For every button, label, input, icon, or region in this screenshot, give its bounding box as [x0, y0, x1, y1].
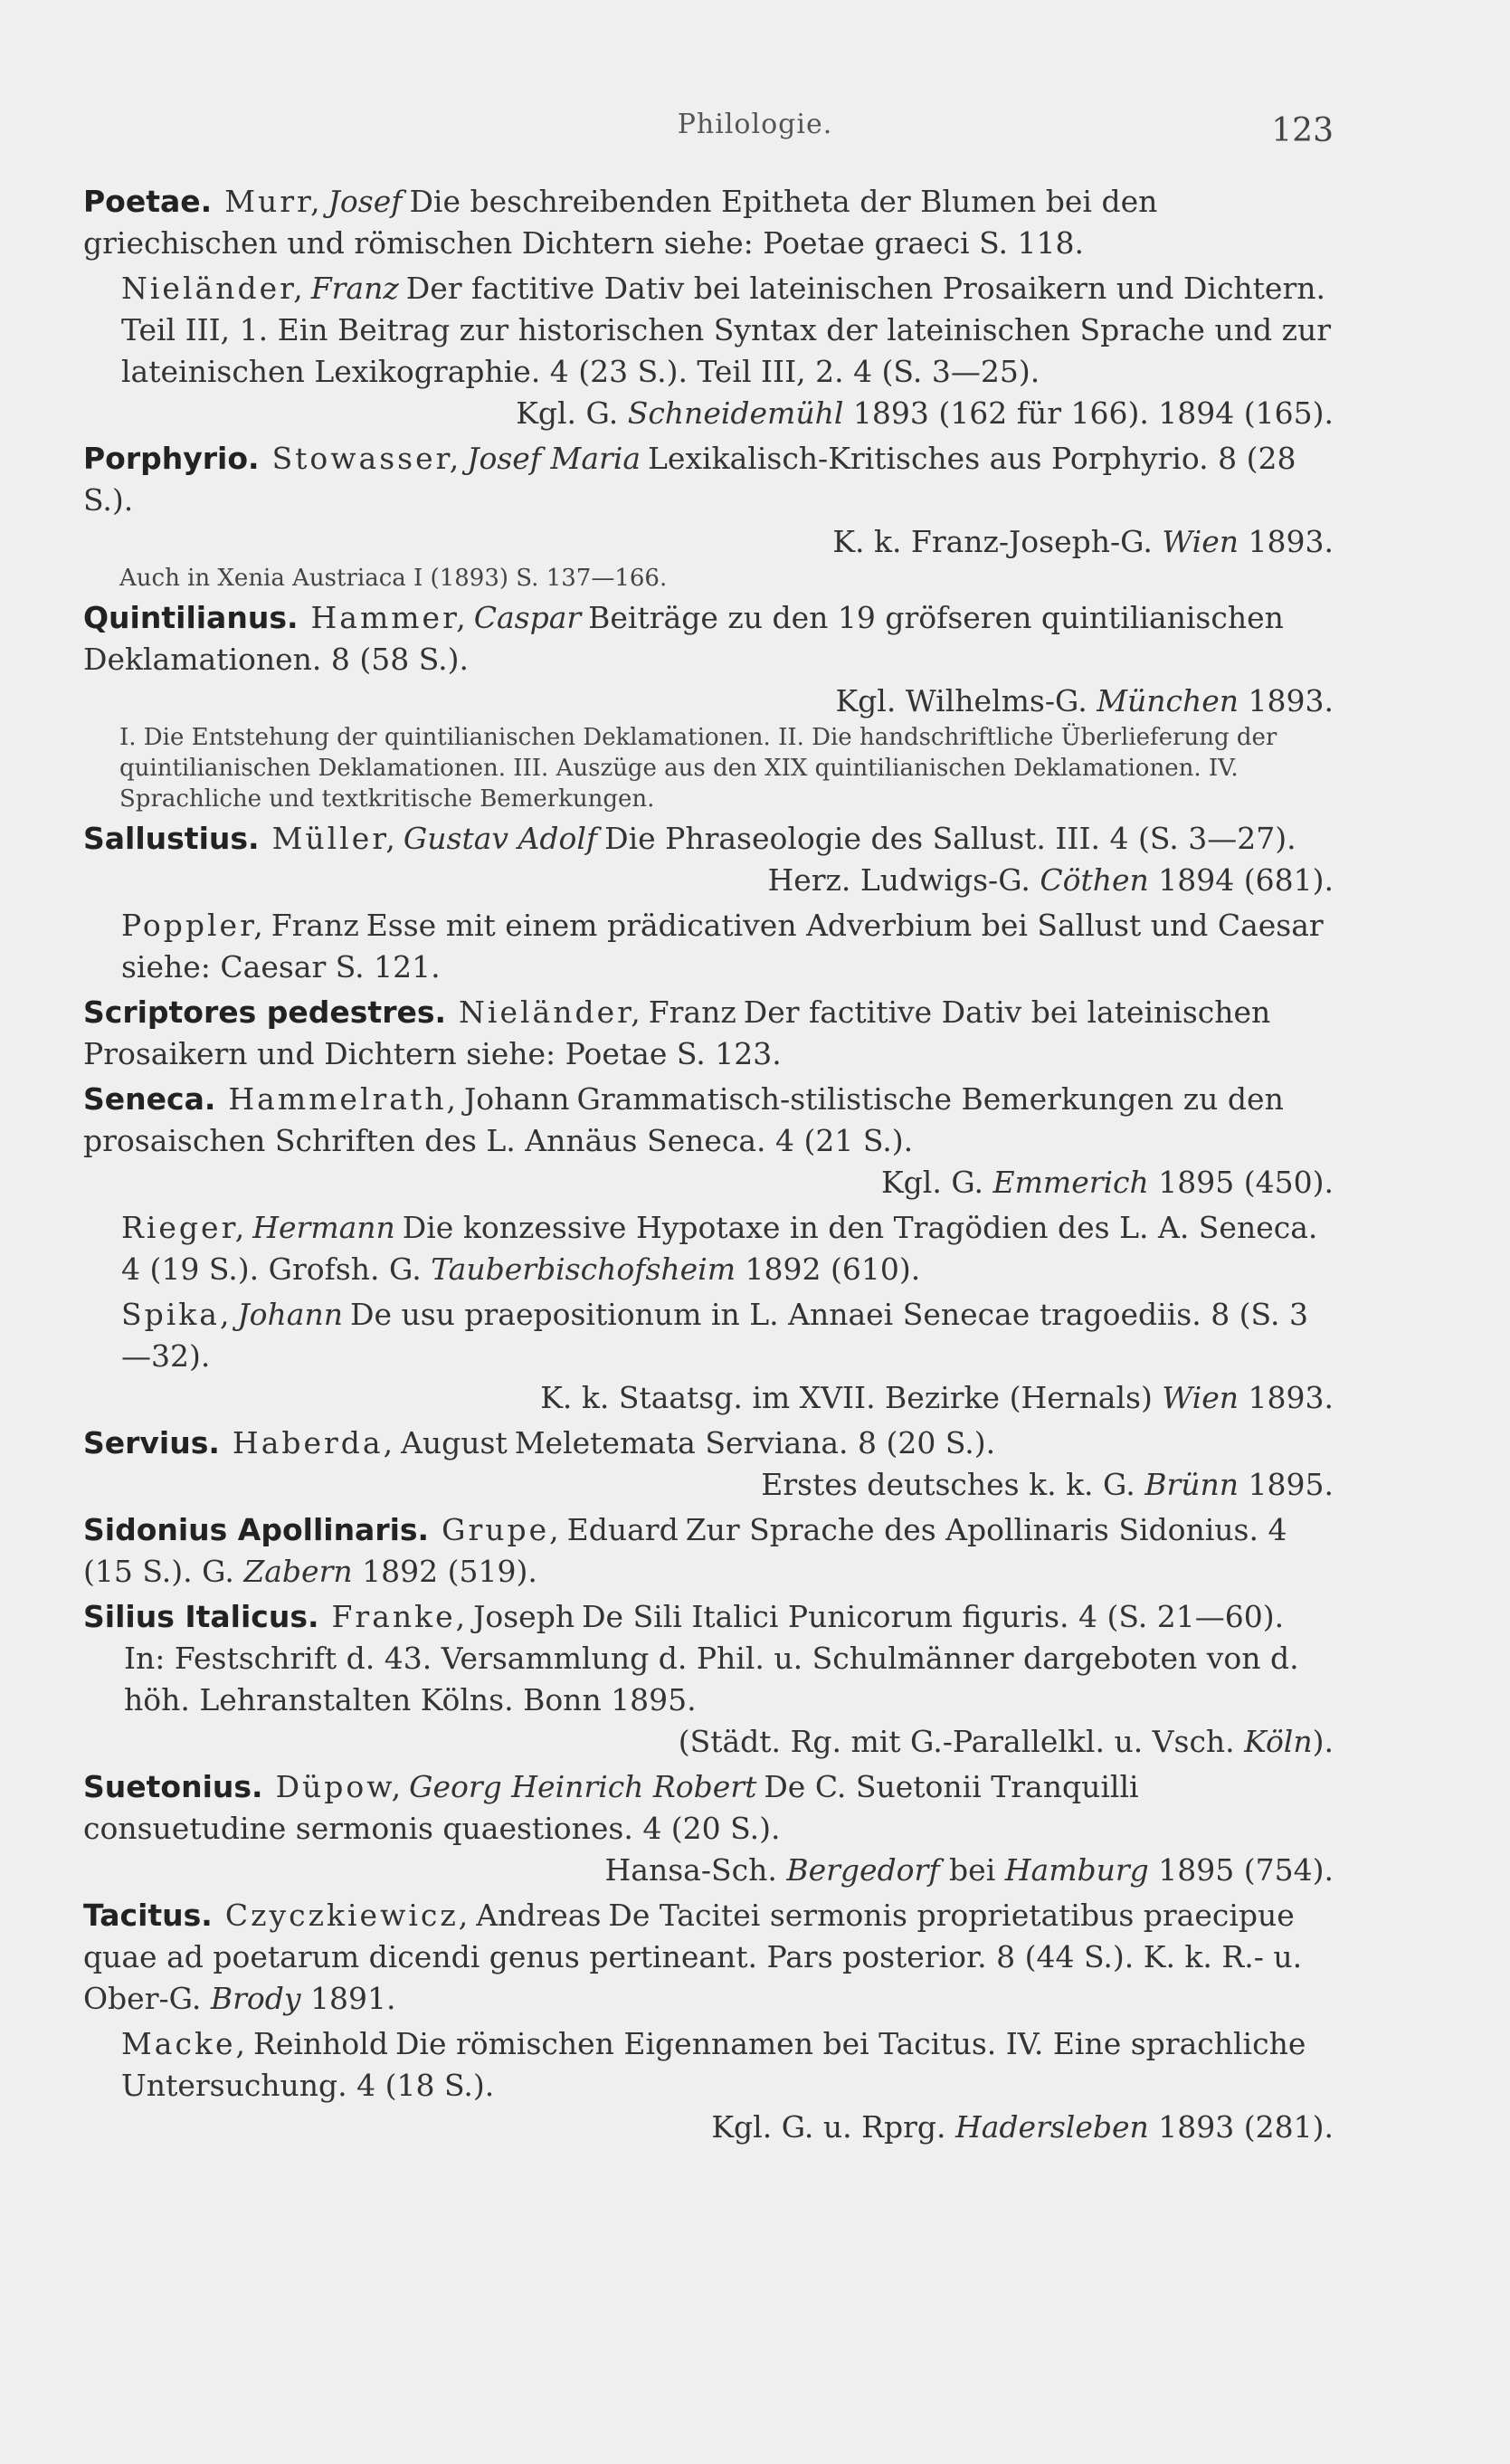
entry-macke	[83, 2023, 1334, 2148]
entry-spika	[83, 1294, 1334, 1419]
entry-text: Die konzessive Hypotaxe in den Tragödien des L. A. Seneca. 4 (19 S.).	[121, 1210, 1318, 1287]
entry-in: In: Festschrift d. 43. Versammlung d. Phil. u. Schulmänner dargeboten von d. höh. Lehranstalten Kölns. Bonn 1895.	[124, 1641, 1299, 1717]
author-last: Stowasser,	[271, 441, 462, 476]
entry-text: Die beschreibenden Epitheta der Blumen bei den griechischen und römischen Dichtern siehe: Poetae graeci S. 118.	[83, 184, 1158, 261]
entry-tacitus	[83, 1895, 1334, 2020]
place: Schneidemühl	[627, 395, 844, 431]
place: Hadersleben	[954, 2109, 1149, 2145]
author-last: Franke,	[331, 1599, 469, 1634]
publication-line	[121, 2107, 1334, 2148]
running-title: Philologie.	[677, 109, 833, 140]
publication-line	[83, 860, 1334, 901]
place: Cöthen	[1040, 862, 1149, 898]
entry-text: Die römischen Eigennamen bei Tacitus. IV. Eine sprachliche Untersuchung. 4 (18 S.).	[121, 2026, 1306, 2103]
entry-text: De Sili Italici Punicorum figuris. 4 (S. 21—60).	[582, 1599, 1285, 1634]
entry-text: Grammatisch-stilistische Bemerkungen zu den prosaischen Schriften des L. Annäus Seneca. 4 (21 S.).	[83, 1081, 1284, 1158]
entry-text: Der factitive Dativ bei lateinischen Prosaikern und Dichtern. Teil III, 1. Ein Beitrag zur historischen Syntax der lateinischen Sprache und zur lateinischen Lexikographie. 4 (23 S.). Teil III, 2. 4 (S. 3—25).	[121, 271, 1331, 389]
section-heading: Poetae.	[83, 184, 213, 219]
entry-suetonius	[83, 1766, 1334, 1891]
entry-sidonius	[83, 1509, 1334, 1593]
year: 1895 (754).	[1158, 1852, 1334, 1888]
year: 1891.	[309, 1981, 396, 2016]
author-first: Joseph	[473, 1599, 575, 1634]
entry-note: I. Die Entstehung der quintilianischen Deklamationen. II. Die handschriftliche Überlieferung der quintilianischen Deklamationen. III. Auszüge aus den XIX quintilianischen Deklamationen. IV. Sprachliche und textkritische Bemerkungen.	[119, 724, 1277, 813]
year: 1895.	[1248, 1467, 1334, 1502]
author-first: Reinhold	[252, 2026, 388, 2061]
author-first: Johann	[463, 1081, 570, 1117]
author-first: Andreas	[476, 1898, 602, 1933]
entry-text: De Tacitei sermonis proprietatibus praecipue quae ad poetarum dicendi genus pertineant. Pars posterior. 8 (44 S.).	[83, 1898, 1295, 1974]
school: Herz. Ludwigs-G.	[767, 862, 1030, 898]
place: Hamburg	[1004, 1852, 1149, 1888]
author-first: August	[401, 1425, 508, 1460]
author-first: Gustav Adolf	[403, 821, 598, 856]
author-first: Johann	[237, 1297, 343, 1332]
author-first: Josef	[328, 184, 403, 219]
entry-seneca-hammelrath	[83, 1079, 1334, 1203]
year: 1892 (519).	[362, 1554, 537, 1589]
publication-line	[121, 1377, 1334, 1419]
entry-text: De usu praepositionum in L. Annaei Senecae tragoediis. 8 (S. 3—32).	[121, 1297, 1308, 1374]
school: Kgl. Wilhelms-G.	[835, 683, 1087, 718]
place: Tauberbischofsheim	[431, 1251, 736, 1287]
place: Wien	[1162, 524, 1239, 559]
year: 1894 (681).	[1158, 862, 1334, 898]
author-last: Macke,	[121, 2026, 248, 2061]
author-first: Caspar	[473, 600, 582, 635]
publication-line	[202, 1554, 537, 1589]
connector: bei	[949, 1852, 996, 1888]
section-heading: Suetonius.	[83, 1769, 263, 1804]
year: 1893.	[1248, 1380, 1334, 1415]
school: Grofsh. G.	[268, 1251, 422, 1287]
school: (Städt. Rg. mit G.-Parallelkl. u. Vsch.	[678, 1724, 1235, 1759]
school: Kgl. G.	[881, 1165, 984, 1200]
year: 1895 (450).	[1158, 1165, 1334, 1200]
entry-text: Esse mit einem prädicativen Adverbium bei Sallust und Caesar siehe: Caesar S. 121.	[121, 908, 1324, 985]
entry-note: Auch in Xenia Austriaca I (1893) S. 137—166.	[119, 565, 668, 592]
author-last: Hammer,	[310, 600, 469, 635]
author-first: Hermann	[252, 1210, 395, 1245]
page-number: 123	[1271, 112, 1334, 149]
entry-poetae-murr	[83, 181, 1334, 264]
entry-text: Meletemata Serviana. 8 (20 S.).	[514, 1425, 996, 1460]
entry-quintilianus	[83, 597, 1334, 814]
entry-sallustius	[83, 818, 1334, 901]
school: K. k. Franz-Joseph-G.	[832, 524, 1153, 559]
publication-line	[121, 393, 1334, 434]
entry-nielaender	[83, 268, 1334, 434]
author-first: Georg Heinrich Robert	[409, 1769, 757, 1804]
place: Köln	[1244, 1724, 1313, 1759]
section-heading: Porphyrio.	[83, 441, 260, 476]
author-first: Franz	[310, 271, 399, 306]
publication-line	[83, 680, 1334, 722]
section-heading: Quintilianus.	[83, 600, 299, 635]
publication-line	[269, 1251, 921, 1287]
year: 1893.	[1248, 683, 1334, 718]
page-header	[0, 101, 1510, 156]
author-last: Haberda,	[232, 1425, 396, 1460]
author-last: Rieger,	[121, 1210, 248, 1245]
entry-silius	[83, 1596, 1334, 1763]
entry-rieger	[83, 1207, 1334, 1290]
school: Kgl. G. u. Rprg.	[711, 2109, 946, 2145]
author-last: Düpow,	[275, 1769, 404, 1804]
entry-text: Beiträge zu den 19 gröfseren quintilianischen Deklamationen. 8 (58 S.).	[83, 600, 1284, 677]
school: K. k. R.- u. Ober-G.	[83, 1939, 1303, 2016]
school: G.	[202, 1554, 234, 1589]
section-heading: Silius Italicus.	[83, 1599, 319, 1634]
entry-text: Zur Sprache des Apollinaris Sidonius. 4 (15 S.).	[83, 1512, 1287, 1589]
publication-line	[83, 1850, 1334, 1891]
school: Kgl. G.	[516, 395, 619, 431]
year: 1893.	[1248, 524, 1334, 559]
year: 1893 (162 für 166). 1894 (165).	[852, 395, 1334, 431]
school: Erstes deutsches k. k. G.	[761, 1467, 1135, 1502]
year: ).	[1312, 1724, 1334, 1759]
entry-servius	[83, 1422, 1334, 1506]
place: Wien	[1162, 1380, 1239, 1415]
place: Zabern	[243, 1554, 353, 1589]
author-last: Spika,	[121, 1297, 233, 1332]
entry-text: Lexikalisch-Kritisches aus Porphyrio. 8 (28 S.).	[83, 441, 1296, 518]
place: München	[1097, 683, 1239, 718]
section-heading: Sidonius Apollinaris.	[83, 1512, 430, 1547]
year: 1892 (610).	[745, 1251, 921, 1287]
author-first: Josef Maria	[467, 441, 641, 476]
entry-text: De C. Suetonii Tranquilli consuetudine sermonis quaestiones. 4 (20 S.).	[83, 1769, 1139, 1846]
entry-text: Die Phraseologie des Sallust. III. 4 (S. 3—27).	[604, 821, 1296, 856]
author-first: Franz	[648, 994, 736, 1030]
publication-line	[83, 1162, 1334, 1203]
bibliography-list	[83, 181, 1334, 2152]
section-heading: Servius.	[83, 1425, 220, 1460]
author-first: Franz	[271, 908, 359, 943]
publication-line	[83, 1464, 1334, 1506]
author-last: Poppler,	[121, 908, 266, 943]
author-last: Murr,	[224, 184, 323, 219]
section-heading: Seneca.	[83, 1081, 216, 1117]
author-last: Müller,	[271, 821, 398, 856]
year: 1893 (281).	[1158, 2109, 1334, 2145]
place: Brody	[210, 1981, 301, 2016]
publication-line	[83, 521, 1334, 563]
school: K. k. Staatsg. im XVII. Bezirke (Hernals)	[540, 1380, 1153, 1415]
entry-text: Der factitive Dativ bei lateinischen Prosaikern und Dichtern siehe: Poetae S. 123.	[83, 994, 1271, 1071]
author-last: Grupe,	[442, 1512, 562, 1547]
place: Bergedorf	[786, 1852, 940, 1888]
author-last: Czyczkiewicz,	[224, 1898, 471, 1933]
author-last: Nieländer,	[459, 994, 643, 1030]
entry-poppler	[83, 905, 1334, 988]
section-heading: Scriptores pedestres.	[83, 994, 447, 1030]
section-heading: Sallustius.	[83, 821, 260, 856]
place: Emmerich	[992, 1165, 1149, 1200]
entry-porphyrio	[83, 438, 1334, 594]
author-last: Nieländer,	[121, 271, 306, 306]
entry-scriptores	[83, 992, 1334, 1075]
school: Hansa-Sch.	[604, 1852, 777, 1888]
author-last: Hammelrath,	[228, 1081, 459, 1117]
publication-line	[83, 1721, 1334, 1763]
author-first: Eduard	[566, 1512, 679, 1547]
section-heading: Tacitus.	[83, 1898, 213, 1933]
place: Brünn	[1144, 1467, 1239, 1502]
